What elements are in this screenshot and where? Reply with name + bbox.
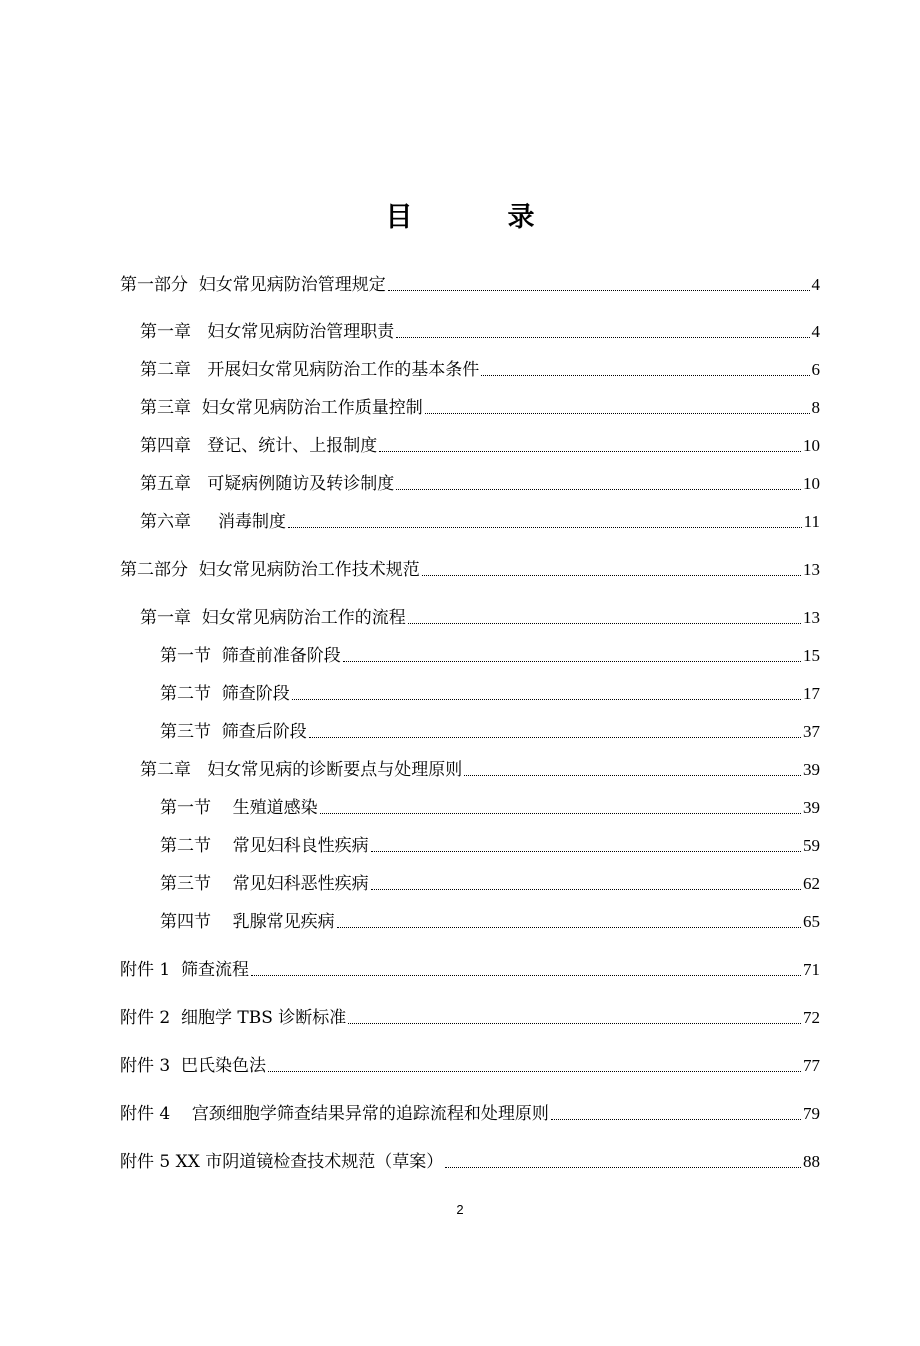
toc-title: 目 录 [385,202,569,233]
toc-entry-page: 8 [811,398,820,417]
dot-leader [396,489,801,490]
toc-entry-text: 附件 4 宫颈细胞学筛查结果异常的追踪流程和处理原则 [120,1104,549,1124]
toc-entry-part-1-chapter-2[interactable] [140,357,820,383]
toc-entry-text: 附件 5 XX 市阴道镜检查技术规范（草案） [120,1152,444,1172]
page-number: 2 [456,1202,464,1217]
dot-leader [288,527,802,528]
dot-leader [379,451,801,452]
toc-entry-section[interactable] [160,909,820,935]
toc-entry-text: 附件 2 细胞学 TBS 诊断标准 [120,1008,347,1028]
toc-entry-part-2-chapter-2[interactable] [140,757,820,783]
dot-leader [268,1071,801,1072]
toc-entry-part-1-chapter-3[interactable] [140,395,820,421]
toc-entry-page: 88 [803,1152,820,1171]
toc-entry-text: 第四节 乳腺常见疾病 [160,912,335,932]
toc-entry-text: 第二章 开展妇女常见病防治工作的基本条件 [140,360,480,380]
toc-entry-text: 第二节 常见妇科良性疾病 [160,836,369,856]
dot-leader [371,851,801,852]
toc-entry-page: 4 [811,275,820,294]
toc-entry-text: 第三章 妇女常见病防治工作质量控制 [140,398,423,418]
toc-entry-text: 第一章 妇女常见病防治工作的流程 [140,608,406,628]
toc-entry-appendix-4[interactable] [120,1101,820,1127]
toc-entry-page: 10 [803,474,820,493]
toc-entry-appendix-3[interactable] [120,1053,820,1079]
toc-entry-page: 59 [803,836,820,855]
toc-entry-part-1-chapter-5[interactable] [140,471,820,497]
toc-entry-section[interactable] [160,681,820,707]
toc-entry-text: 第二章 妇女常见病的诊断要点与处理原则 [140,760,463,780]
toc-entry-page: 13 [803,608,820,627]
toc-entry-text: 第一章 妇女常见病防治管理职责 [140,322,395,342]
toc-entry-page: 6 [811,360,820,379]
toc-entry-section[interactable] [160,871,820,897]
toc-entry-section[interactable] [160,795,820,821]
dot-leader [337,927,801,928]
toc-entry-text: 第六章 消毒制度 [140,512,287,532]
toc-entry-page: 15 [803,646,820,665]
toc-entry-page: 71 [803,960,820,979]
toc-entry-part-2-chapter-1[interactable] [140,605,820,631]
toc-entry-text: 第三节 筛查后阶段 [160,722,307,742]
dot-leader [309,737,801,738]
dot-leader [422,575,801,576]
dot-leader [251,975,801,976]
toc-entry-text: 附件 1 筛查流程 [120,960,250,980]
dot-leader [551,1119,801,1120]
toc-entry-appendix-1[interactable] [120,957,820,983]
dot-leader [481,375,809,376]
toc-entry-page: 39 [803,760,820,779]
dot-leader [388,290,810,291]
toc-entry-appendix-5[interactable] [120,1149,820,1175]
toc-entry-text: 第一节 生殖道感染 [160,798,318,818]
toc-entry-page: 10 [803,436,820,455]
toc-entry-page: 39 [803,798,820,817]
toc-entry-text: 第一节 筛查前准备阶段 [160,646,341,666]
toc-entry-page: 79 [803,1104,820,1123]
toc-entry-page: 17 [803,684,820,703]
toc-entry-page: 11 [803,512,820,531]
dot-leader [343,661,801,662]
dot-leader [408,623,801,624]
toc-entry-page: 72 [803,1008,820,1027]
toc-entry-part-1-chapter-1[interactable] [140,319,820,345]
toc-entry-section[interactable] [160,643,820,669]
toc-entry-page: 37 [803,722,820,741]
dot-leader [292,699,801,700]
toc-entry-text: 第一部分 妇女常见病防治管理规定 [120,275,386,295]
dot-leader [445,1167,801,1168]
dot-leader [348,1023,801,1024]
toc-entry-page: 13 [803,560,820,579]
toc-entry-text: 第二节 筛查阶段 [160,684,290,704]
toc-entry-appendix-2[interactable] [120,1005,820,1031]
dot-leader [396,337,809,338]
dot-leader [371,889,801,890]
dot-leader [464,775,801,776]
toc-entry-text: 附件 3 巴氏染色法 [120,1056,267,1076]
toc-entry-text: 第三节 常见妇科恶性疾病 [160,874,369,894]
toc-entry-part-1-chapter-6[interactable] [140,509,820,535]
toc-entry-part-1-chapter-4[interactable] [140,433,820,459]
toc-entry-part-2[interactable] [120,557,820,583]
dot-leader [425,413,810,414]
dot-leader [320,813,801,814]
toc-entry-section[interactable] [160,719,820,745]
toc-entry-part-1[interactable] [120,272,820,298]
toc-entry-text: 第四章 登记、统计、上报制度 [140,436,378,456]
toc-entry-page: 62 [803,874,820,893]
toc-entry-page: 77 [803,1056,820,1075]
toc-entry-text: 第五章 可疑病例随访及转诊制度 [140,474,395,494]
toc-entry-text: 第二部分 妇女常见病防治工作技术规范 [120,560,420,580]
toc-entry-section[interactable] [160,833,820,859]
toc-entry-page: 65 [803,912,820,931]
toc-entry-page: 4 [811,322,820,341]
